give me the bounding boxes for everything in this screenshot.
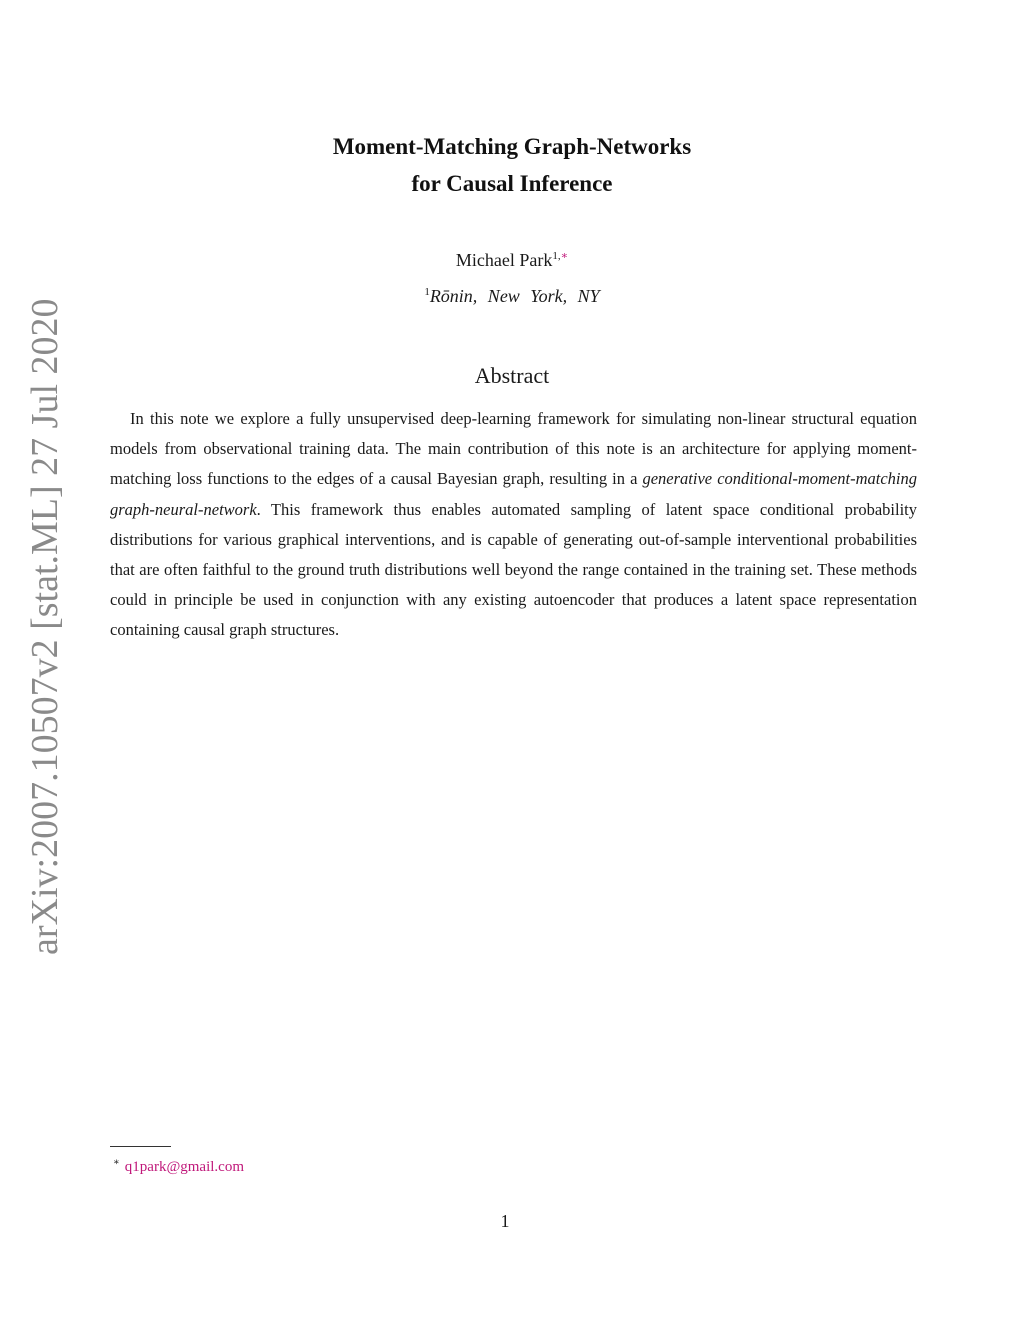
abstract-body — [110, 404, 917, 646]
author-footnote-star[interactable]: ∗ — [560, 250, 569, 262]
title-line-2: for Causal Inference — [411, 171, 613, 196]
affiliation-mark: 1 — [424, 286, 430, 298]
abstract-text-part-2: . This framework thus enables automated sampling of latent space conditional probability distributions for various graphical interventions, and is capable of generating out-of-sample interventional probabilities that are often faithful to the ground truth distributions well beyond the range contained in the training set. These methods could in principle be used in conjunction with any existing autoencoder that produces a latent space representation containing causal graph structures. — [110, 499, 917, 640]
page-number: 1 — [500, 1211, 510, 1231]
abstract-heading: Abstract — [474, 363, 550, 388]
author-affiliation-mark: 1,∗ — [552, 250, 569, 262]
author-line — [0, 243, 1024, 273]
author-name: Michael Park — [455, 250, 553, 270]
affiliation-text: Rōnin, New York, NY — [429, 286, 600, 306]
affiliation-line — [0, 279, 1024, 309]
author-email-link[interactable]: q1park@gmail.com — [124, 1159, 244, 1175]
arxiv-identifier-stamp: arXiv:2007.10507v2 [stat.ML] 27 Jul 2020 — [24, 298, 66, 955]
footnote — [113, 1153, 244, 1177]
abstract-emphasis: generative conditional-moment-matching graph-neural-network — [110, 469, 917, 519]
abstract-text-part-1: In this note we explore a fully unsupervised deep-learning framework for simulating non-linear structural equation models from observational training data. The main contribution of this note is an architecture for applying moment-matching loss functions to the edges of a causal Bayesian graph, resulting in a — [110, 409, 917, 489]
title-line-1: Moment-Matching Graph-Networks — [332, 134, 692, 159]
paper-title — [0, 128, 1024, 202]
footnote-marker: ∗ — [113, 1157, 120, 1168]
footnote-divider — [110, 1146, 171, 1147]
